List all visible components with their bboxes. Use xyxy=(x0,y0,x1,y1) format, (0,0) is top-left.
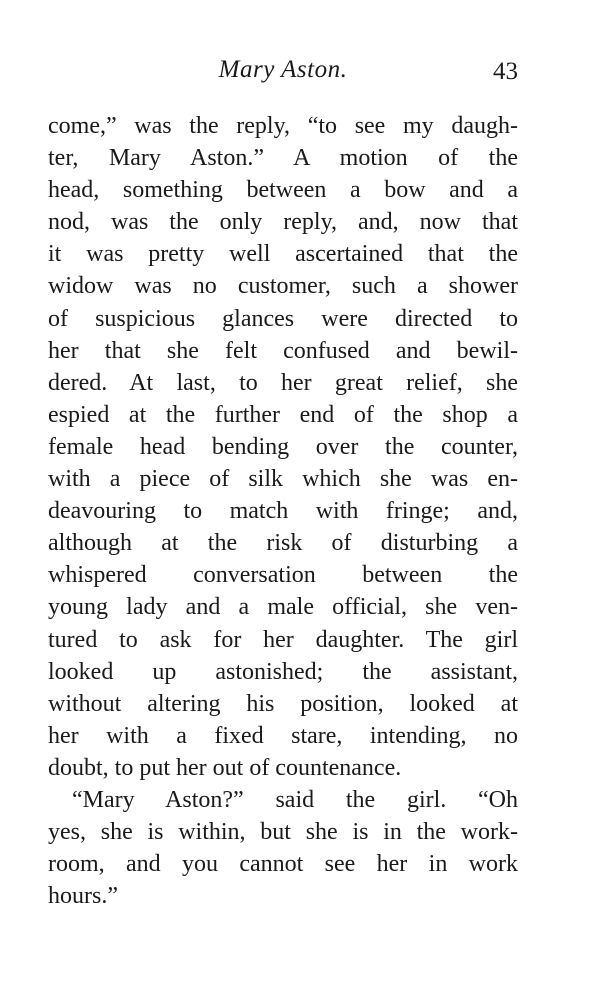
text-line: of suspicious glances were directed to xyxy=(48,305,518,332)
running-title: Mary Aston. xyxy=(218,56,348,83)
text-line: dered. At last, to her great relief, she xyxy=(48,369,518,396)
text-line: young lady and a male official, she ven- xyxy=(48,594,518,621)
text-line: without altering his position, looked at xyxy=(48,690,518,717)
text-line: come,” was the reply, “to see my daugh- xyxy=(48,113,518,139)
text-line: espied at the further end of the shop a xyxy=(48,401,518,428)
text-line: it was pretty well ascertained that the xyxy=(48,241,518,268)
text-line: with a piece of silk which she was en- xyxy=(48,466,518,493)
text-line: hours.” xyxy=(48,883,118,910)
page-number: 43 xyxy=(493,58,518,85)
text-line: ter, Mary Aston.” A motion of the xyxy=(48,145,518,172)
text-line: doubt, to put her out of countenance. xyxy=(48,754,402,781)
text-line: whispered conversation between the xyxy=(48,562,518,589)
text-line: looked up astonished; the assistant, xyxy=(48,658,518,685)
text-line: her with a fixed stare, intending, no xyxy=(48,722,518,749)
text-line: room, and you cannot see her in work xyxy=(48,851,518,878)
text-line: tured to ask for her daughter. The girl xyxy=(48,626,518,653)
text-line: widow was no customer, such a shower xyxy=(48,273,518,300)
text-line: her that she felt confused and bewil- xyxy=(48,337,518,364)
text-line: deavouring to match with fringe; and, xyxy=(48,498,518,525)
page-header xyxy=(48,56,518,96)
text-line: although at the risk of disturbing a xyxy=(48,530,518,557)
body-text xyxy=(48,110,518,912)
text-line: “Mary Aston?” said the girl. “Oh xyxy=(72,786,518,813)
text-line: head, something between a bow and a xyxy=(48,177,518,204)
text-line: nod, was the only reply, and, now that xyxy=(48,209,518,236)
text-line: female head bending over the counter, xyxy=(48,433,518,460)
text-line: yes, she is within, but she is in the work- xyxy=(48,819,518,846)
